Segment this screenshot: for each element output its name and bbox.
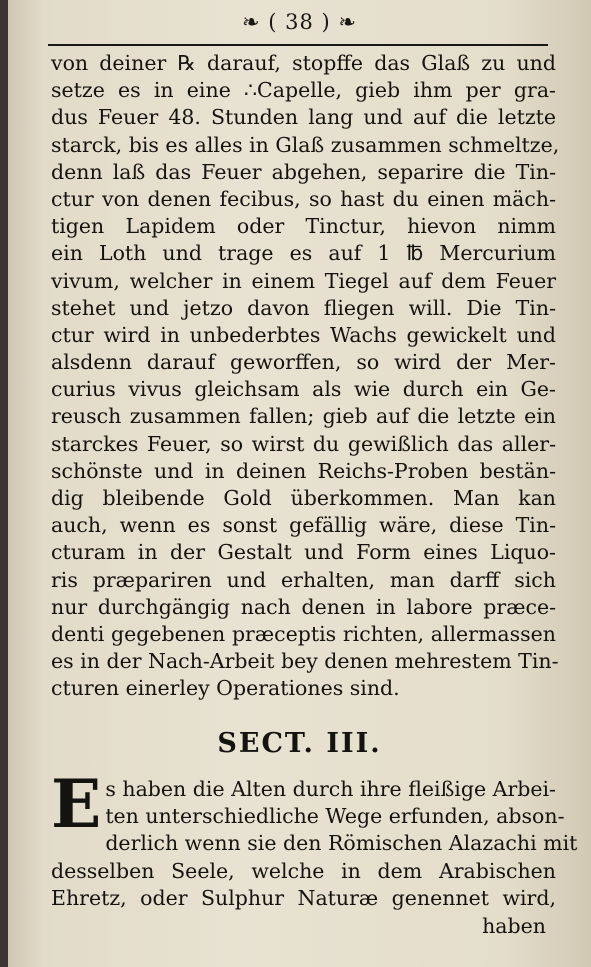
book-page xyxy=(8,0,591,967)
text-line: desselben Seele, welche in dem Arabischen xyxy=(51,858,556,883)
header-rule xyxy=(48,44,548,46)
text-line: curius vivus gleichsam als wie durch ein Ge- xyxy=(51,377,556,402)
section-title: SECT. III. xyxy=(217,728,382,759)
text-line: vivum, welcher in einem Tiegel auf dem Feuer xyxy=(51,268,556,293)
text-line: dus Feuer 48. Stunden lang und auf die letzte xyxy=(51,105,556,130)
section-body-text xyxy=(51,765,578,912)
text-line: ten unterschiedliche Wege erfunden, abson- xyxy=(105,804,565,829)
catchword: haben xyxy=(482,914,546,938)
text-line: denti gegebenen præceptis richten, allermassen xyxy=(51,621,556,646)
text-line: ctur wird in unbederbtes Wachs gewickelt und xyxy=(51,322,556,347)
text-line: setze es in eine ∴Capelle, gieb ihm per gra- xyxy=(51,78,556,103)
text-line: starck, bis es alles in Glaß zusammen schmeltze, xyxy=(51,132,560,157)
text-line: ris præpariren und erhalten, man darff sich xyxy=(51,567,556,592)
page-header xyxy=(8,10,591,34)
text-line: auch, wenn es sonst gefällig wäre, diese Tin- xyxy=(51,513,556,538)
text-line: starckes Feuer, so wirst du gewißlich das aller- xyxy=(51,431,556,456)
ornament-right-icon: ❧ xyxy=(338,10,358,34)
text-line: von deiner ℞ darauf, stopffe das Glaß zu und xyxy=(51,51,556,75)
text-line: ctur von denen fecibus, so hast du einen mäch- xyxy=(51,186,556,211)
text-line: s haben die Alten durch ihre fleißige Arbei- xyxy=(105,777,556,801)
text-line: denn laß das Feuer abgehen, separire die Tin- xyxy=(51,159,556,184)
drop-cap: E xyxy=(51,765,102,843)
text-line: nur durchgängig nach denen in labore præce- xyxy=(51,594,556,619)
text-line: schönste und in deinen Reichs-Proben bestän- xyxy=(51,458,556,483)
text-line: es in der Nach-Arbeit bey denen mehrestem Tin- xyxy=(51,649,559,674)
text-line: cturen einerley Operationes sind. xyxy=(51,676,400,701)
text-line: tigen Lapidem oder Tinctur, hievon nimm xyxy=(51,214,556,239)
text-line: stehet und jetzo davon fliegen will. Die Tin- xyxy=(51,295,556,320)
text-line: reusch zusammen fallen; gieb auf die letzte ein xyxy=(51,404,556,429)
ornament-left-icon: ❧ xyxy=(241,10,261,34)
text-line: ein Loth und trage es auf 1 ℔ Mercurium xyxy=(51,241,556,266)
text-line: cturam in der Gestalt und Form eines Liquo- xyxy=(51,540,556,565)
body-text xyxy=(51,50,560,703)
page-number: ( 38 ) xyxy=(268,10,331,34)
text-line: derlich wenn sie den Römischen Alazachi mit xyxy=(105,831,578,856)
text-line: Ehretz, oder Sulphur Naturæ genennet wird, xyxy=(51,885,556,910)
text-line: dig bleibende Gold überkommen. Man kan xyxy=(51,486,556,510)
text-line: alsdenn darauf geworffen, so wird der Mer- xyxy=(51,350,556,375)
